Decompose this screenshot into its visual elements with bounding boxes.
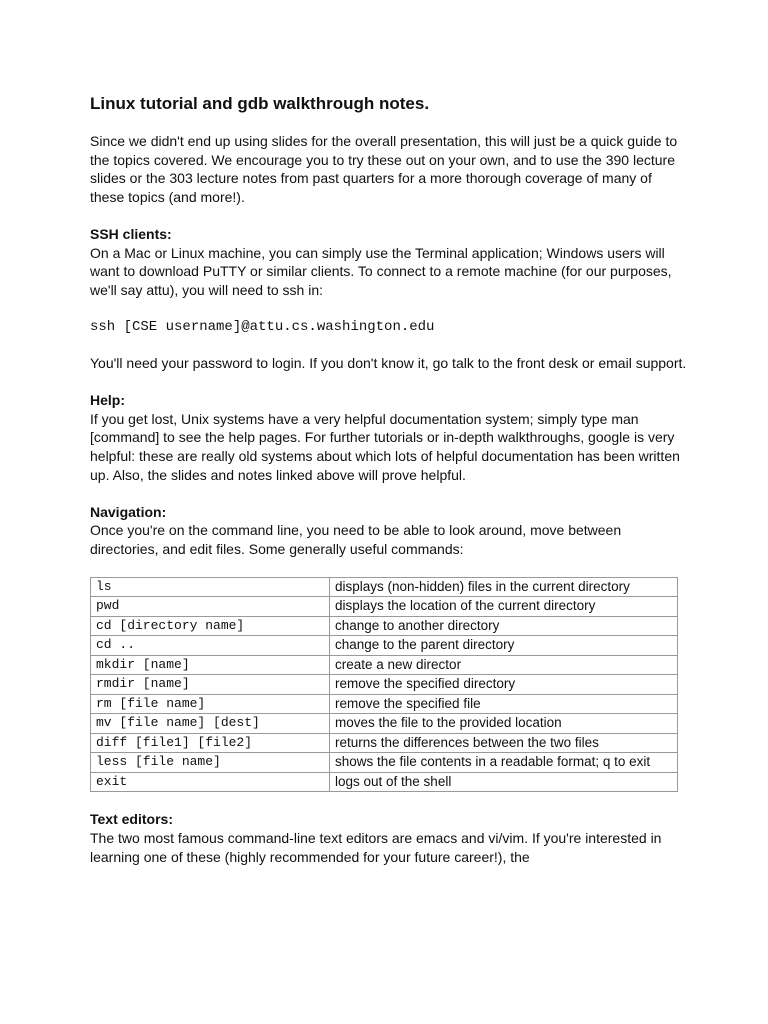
document-page <box>90 93 688 884</box>
command-cell: cd .. <box>91 636 330 656</box>
command-cell: diff [file1] [file2] <box>91 733 330 753</box>
command-cell: rmdir [name] <box>91 675 330 695</box>
command-cell: pwd <box>91 597 330 617</box>
text-editors-heading: Text editors: <box>90 811 173 828</box>
description-cell: shows the file contents in a readable format; q to exit <box>330 753 678 773</box>
ssh-heading: SSH clients: <box>90 225 172 242</box>
ssh-command: ssh [CSE username]@attu.cs.washington.edu <box>90 318 435 335</box>
text-editors-paragraph: The two most famous command-line text editors are emacs and vi/vim. If you're interested in learning one of these (highly recommended for your future career!), the <box>90 829 662 865</box>
description-cell: create a new director <box>330 655 678 675</box>
command-cell: less [file name] <box>91 753 330 773</box>
ssh-password-paragraph: You'll need your password to login. If you don't know it, go talk to the front desk or email support. <box>90 355 687 372</box>
description-cell: returns the differences between the two files <box>330 733 678 753</box>
description-cell: remove the specified directory <box>330 675 678 695</box>
commands-table <box>90 577 678 793</box>
command-cell: rm [file name] <box>91 694 330 714</box>
table-row <box>91 675 678 695</box>
description-cell: moves the file to the provided location <box>330 714 678 734</box>
table-row <box>91 577 678 597</box>
navigation-heading: Navigation: <box>90 503 167 520</box>
description-cell: logs out of the shell <box>330 772 678 792</box>
table-row <box>91 597 678 617</box>
table-row <box>91 772 678 792</box>
help-heading: Help: <box>90 392 125 409</box>
command-cell: exit <box>91 772 330 792</box>
description-cell: change to another directory <box>330 616 678 636</box>
ssh-paragraph: On a Mac or Linux machine, you can simply use the Terminal application; Windows users will want to download PuTTY or similar clients. To connect to a remote machine (for our purposes, we'll say attu), you will need to ssh in: <box>90 244 672 298</box>
description-cell: displays the location of the current directory <box>330 597 678 617</box>
command-cell: mv [file name] [dest] <box>91 714 330 734</box>
command-cell: mkdir [name] <box>91 655 330 675</box>
table-row <box>91 733 678 753</box>
table-row <box>91 753 678 773</box>
command-cell: cd [directory name] <box>91 616 330 636</box>
description-cell: remove the specified file <box>330 694 678 714</box>
description-cell: displays (non-hidden) files in the current directory <box>330 577 678 597</box>
table-row <box>91 694 678 714</box>
table-row <box>91 616 678 636</box>
command-cell: ls <box>91 577 330 597</box>
table-row <box>91 655 678 675</box>
intro-paragraph: Since we didn't end up using slides for the overall presentation, this will just be a quick guide to the topics covered. We encourage you to try these out on your own, and to use the 390 lecture slides or the 303 lecture notes from past quarters for a more thorough coverage of many of these topics (and more!). <box>90 133 678 206</box>
table-row <box>91 636 678 656</box>
help-paragraph: If you get lost, Unix systems have a very helpful documentation system; simply type man [command] to see the help pages. For further tutorials or in-depth walkthroughs, google is very helpful: these are really old systems about which lots of helpful documentation has been written up. Also, the slides and notes linked above will prove helpful. <box>90 410 680 483</box>
description-cell: change to the parent directory <box>330 636 678 656</box>
document-title: Linux tutorial and gdb walkthrough notes. <box>90 94 430 113</box>
table-row <box>91 714 678 734</box>
navigation-paragraph: Once you're on the command line, you need to be able to look around, move between directories, and edit files. Some generally useful commands: <box>90 522 622 557</box>
